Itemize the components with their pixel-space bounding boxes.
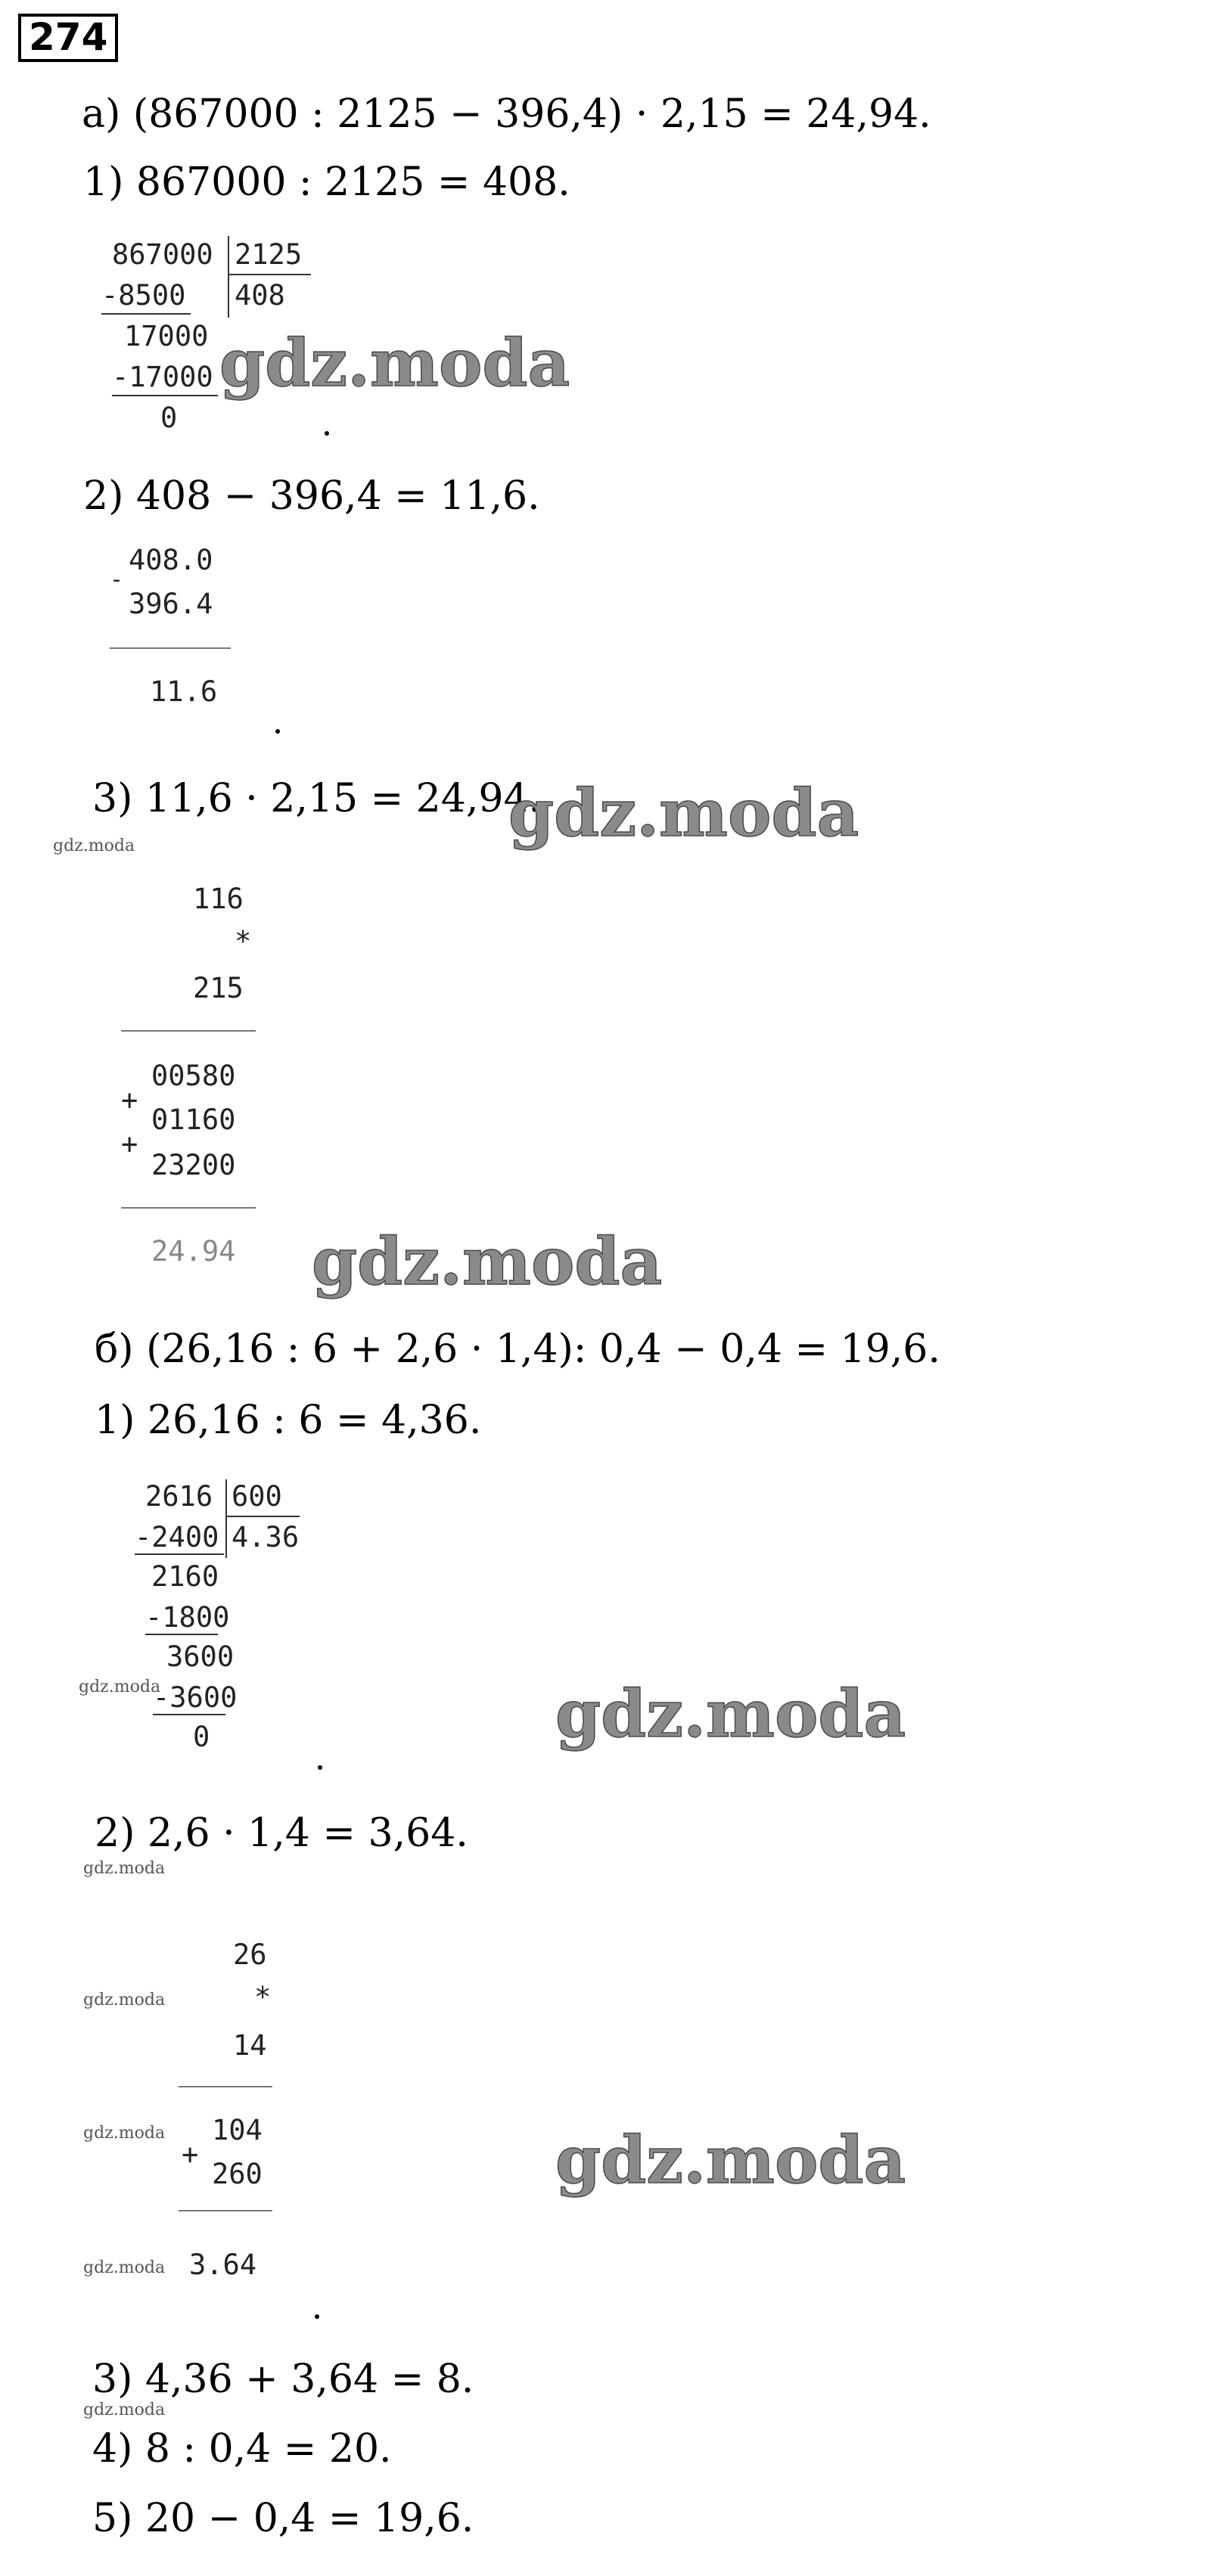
plus-sign: + bbox=[121, 1128, 138, 1160]
remainder-2: 3600 bbox=[166, 1640, 235, 1673]
part-b-equation: б) (26,16 : 6 + 2,6 · 1,4): 0,4 − 0,4 = 19,6. bbox=[95, 1327, 940, 1372]
part-b-step2: 2) 2,6 · 1,4 = 3,64. bbox=[95, 1811, 468, 1856]
watermark: gdz.moda bbox=[508, 775, 859, 852]
divisor: 600 bbox=[232, 1480, 282, 1513]
remainder-3: 0 bbox=[193, 1721, 210, 1753]
partial-3: 23200 bbox=[151, 1149, 236, 1181]
partial-1: 00580 bbox=[151, 1060, 236, 1092]
product: 24.94 bbox=[151, 1235, 236, 1268]
times-sign: * bbox=[254, 1981, 272, 2013]
product: 3.64 bbox=[189, 2249, 257, 2281]
watermark-small: gdz.moda bbox=[53, 836, 135, 855]
dividend: 2616 bbox=[145, 1480, 213, 1513]
part-b-step4: 4) 8 : 0,4 = 20. bbox=[92, 2426, 392, 2472]
divisor: 2125 bbox=[235, 238, 303, 271]
factor-2: 14 bbox=[233, 2029, 267, 2062]
plus-sign: + bbox=[121, 1084, 138, 1116]
partial-2: 01160 bbox=[151, 1103, 236, 1136]
subtrahend-1: -2400 bbox=[135, 1521, 219, 1553]
difference: 11.6 bbox=[150, 675, 218, 708]
watermark: gdz.moda bbox=[219, 325, 570, 402]
watermark-small: gdz.moda bbox=[83, 2401, 166, 2419]
partial-2: 260 bbox=[212, 2158, 263, 2190]
part-a-step1: 1) 867000 : 2125 = 408. bbox=[83, 160, 570, 205]
subtrahend-2: -17000 bbox=[112, 361, 213, 393]
part-a-equation: а) (867000 : 2125 − 396,4) · 2,15 = 24,94. bbox=[82, 92, 931, 137]
watermark: gdz.moda bbox=[312, 1224, 663, 1300]
factor-1: 116 bbox=[193, 883, 244, 915]
watermark-small: gdz.moda bbox=[83, 2258, 166, 2277]
quotient: 4.36 bbox=[232, 1521, 300, 1553]
subtrahend-3: -3600 bbox=[153, 1681, 238, 1714]
partial-1: 104 bbox=[212, 2114, 263, 2146]
watermark-small: gdz.moda bbox=[79, 1678, 161, 1696]
subtrahend-1: -8500 bbox=[101, 279, 186, 312]
remainder-2: 0 bbox=[160, 402, 178, 434]
watermark: gdz.moda bbox=[555, 2122, 906, 2199]
watermark-small: gdz.moda bbox=[83, 1991, 166, 2010]
watermark: gdz.moda bbox=[555, 1676, 906, 1752]
subtrahend: 396.4 bbox=[129, 588, 213, 620]
times-sign: * bbox=[235, 925, 252, 957]
plus-sign: + bbox=[182, 2138, 199, 2171]
remainder-1: 2160 bbox=[151, 1560, 219, 1593]
quotient: 408 bbox=[235, 279, 285, 312]
part-b-step1: 1) 26,16 : 6 = 4,36. bbox=[95, 1398, 482, 1443]
remainder-1: 17000 bbox=[124, 320, 209, 352]
problem-number: 274 bbox=[18, 14, 118, 62]
part-a-step3: 3) 11,6 · 2,15 = 24,94. bbox=[92, 776, 542, 821]
part-b-step3: 3) 4,36 + 3,64 = 8. bbox=[92, 2357, 474, 2402]
watermark-small: gdz.moda bbox=[83, 2124, 166, 2143]
dividend: 867000 bbox=[112, 238, 213, 271]
factor-1: 26 bbox=[233, 1938, 267, 1971]
factor-2: 215 bbox=[193, 972, 244, 1004]
watermark-small: gdz.moda bbox=[83, 1859, 166, 1878]
minus-sign: - bbox=[110, 566, 124, 593]
subtrahend-2: -1800 bbox=[145, 1601, 230, 1634]
part-a-step2: 2) 408 − 396,4 = 11,6. bbox=[83, 473, 540, 519]
minuend: 408.0 bbox=[129, 544, 213, 576]
part-b-step5: 5) 20 − 0,4 = 19,6. bbox=[92, 2496, 474, 2541]
